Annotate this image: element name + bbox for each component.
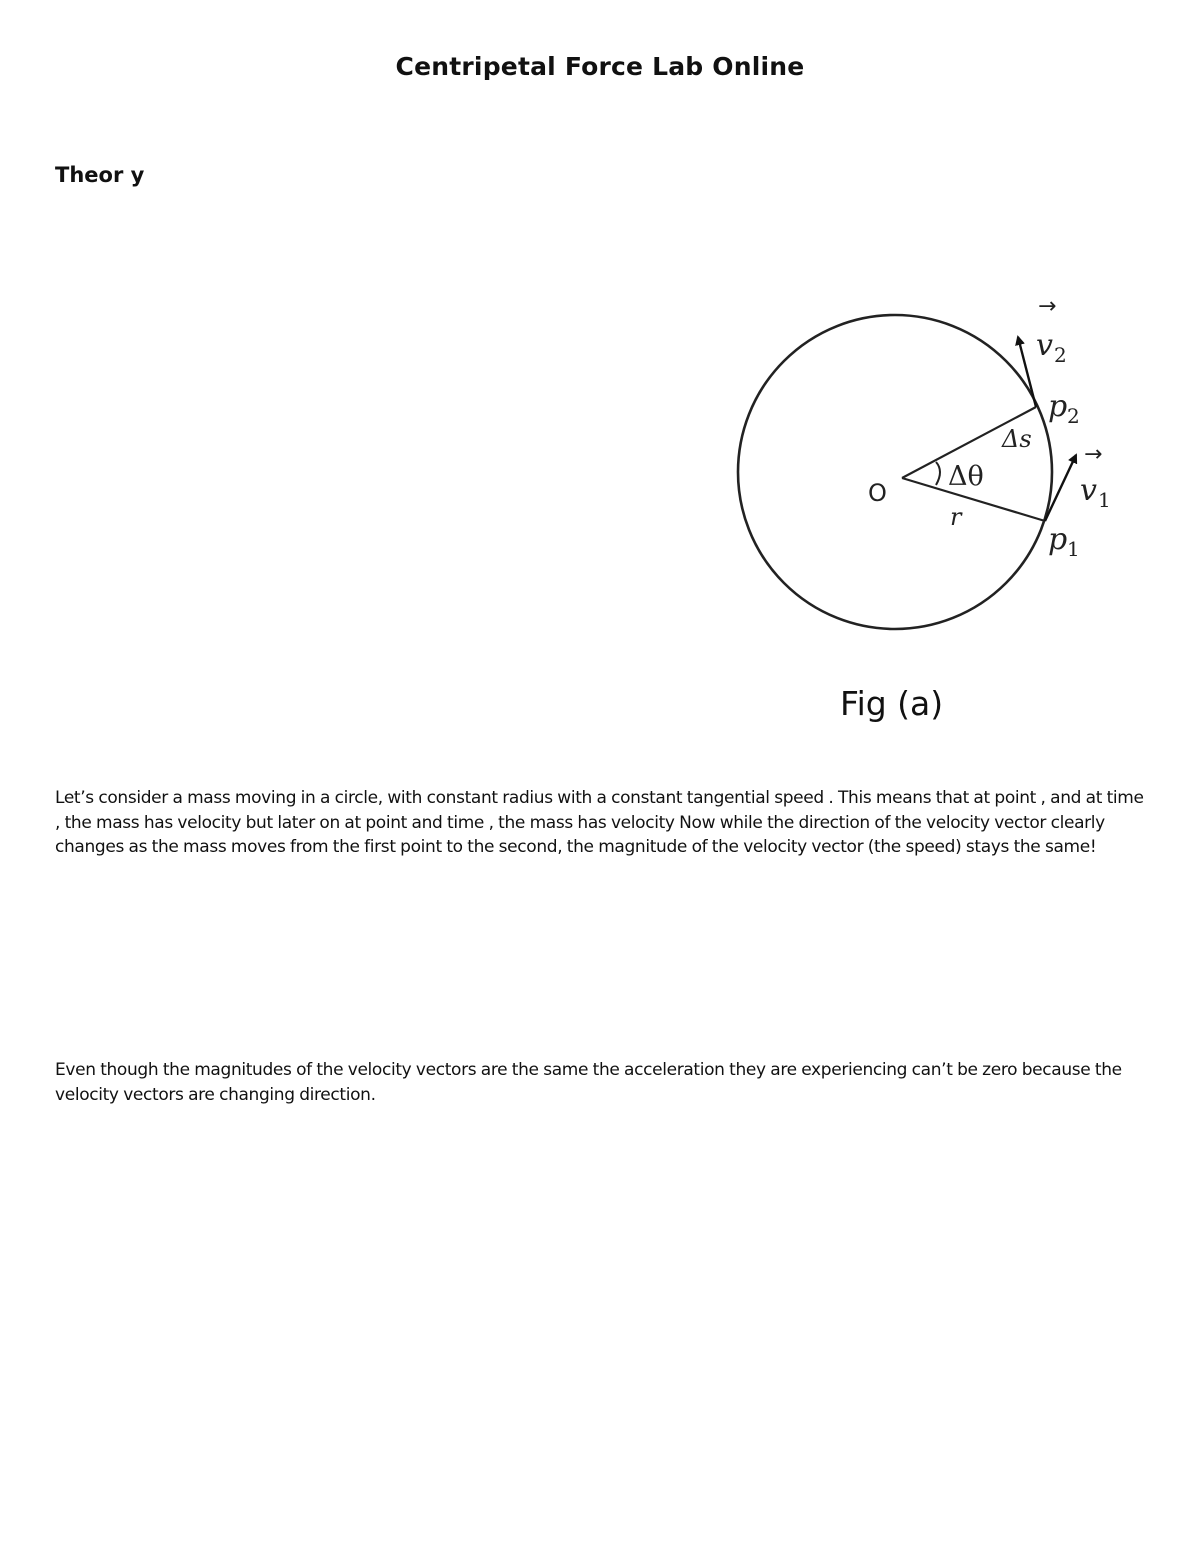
velocity-vector-v1 xyxy=(1045,455,1076,521)
point-label-p1: p xyxy=(1048,522,1068,557)
document-title: Centripetal Force Lab Online xyxy=(395,52,805,81)
angle-arc xyxy=(936,462,940,485)
vector-arrow-v1: → xyxy=(1084,442,1103,467)
radius-label: r xyxy=(950,503,962,531)
figure-circular-motion xyxy=(700,285,1160,735)
point-label-p2: p xyxy=(1048,389,1068,424)
velocity-label-v2-subscript: 2 xyxy=(1054,343,1067,367)
paragraph-intro: Let’s consider a mass moving in a circle, with constant radius with a constant tangential speed . This means that at point , and at time , the mass has velocity but later on at point and time , the mass has velocity Now while the direction of the velocity vector clearly changes as the mass moves from the first point to the second, the magnitude of the velocity vector (the speed) stays the same! xyxy=(55,788,1144,857)
arc-label: Δs xyxy=(1002,425,1032,453)
velocity-vector-v2 xyxy=(1018,337,1036,407)
point-label-p1-subscript: 1 xyxy=(1067,537,1080,561)
paragraph-acceleration: Even though the magnitudes of the velocity vectors are the same the acceleration they are experiencing can’t be zero because the velocity vectors are changing direction. xyxy=(55,1060,1122,1105)
figure-caption: Fig (a) xyxy=(840,684,944,723)
angle-label: Δθ xyxy=(948,461,984,492)
point-label-p2-subscript: 2 xyxy=(1067,404,1080,428)
origin-label: O xyxy=(868,479,887,507)
velocity-label-v1: v xyxy=(1080,473,1097,508)
motion-circle xyxy=(738,315,1052,629)
velocity-label-v2: v xyxy=(1036,328,1053,363)
section-heading-theory: Theor y xyxy=(55,163,145,187)
vector-arrow-v2: → xyxy=(1038,294,1057,319)
velocity-label-v1-subscript: 1 xyxy=(1098,488,1111,512)
